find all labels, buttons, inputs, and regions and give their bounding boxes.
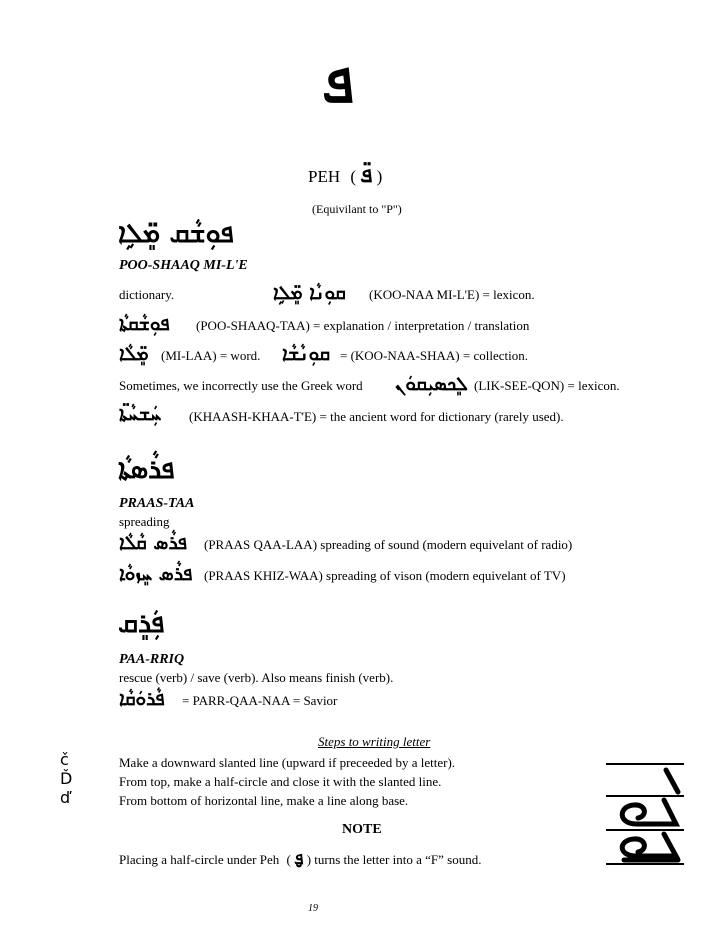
section3-title: PAA-RRIQ [119, 652, 185, 667]
page-number: 19 [308, 903, 318, 914]
section2-syriac-heading: ܦܪܵܣܬܵܐ [118, 454, 175, 485]
section1-line5-syriac: ܚܲܫܚܵܬ̈ܐ [119, 403, 162, 425]
note-open-paren: ( [286, 852, 291, 867]
note-peh-glyph: ܦ̮ [294, 849, 304, 869]
section1-title: POO-SHAAQ MI-L'E [119, 258, 248, 273]
stroke-order-diagram [604, 758, 686, 870]
margin-mark: č [60, 750, 69, 769]
section1-line1-syriac: ܩܘܼܢܵܐ ܡܸ̈ܠܹܐ [273, 282, 346, 304]
section1-line2-syriac: ܦܘܼܫܵܩܬܵܐ [119, 313, 170, 335]
step2-halfcircle-stroke [622, 800, 676, 824]
steps-margin-marks [60, 750, 72, 807]
steps-heading: Steps to writing letter [318, 734, 431, 749]
note-text-b: ) turns the letter into a “F” sound. [306, 852, 482, 867]
section1-line3-gloss-b: = (KOO-NAA-SHAA) = collection. [340, 348, 528, 363]
section1-line2-gloss: (POO-SHAAQ-TAA) = explanation / interpretation / translation [196, 318, 530, 333]
section3-line1-syriac: ܦܵܪܘܿܩܵܐ [119, 688, 165, 710]
margin-mark: Ď [60, 769, 73, 788]
section1-line5-gloss: (KHAASH-KHAA-T'E) = the ancient word for dictionary (rarely used). [189, 409, 564, 424]
heading-peh-glyph: ܦ̈ [360, 163, 373, 188]
section2-subtitle: spreading [119, 514, 170, 529]
section2-line1-syriac: ܦܪܵܣ ܩܵܠܵܐ [119, 532, 187, 554]
step-item: From top, make a half-circle and close it with the slanted line. [119, 774, 442, 789]
section1-line3-syriac-a: ܡܸ̈ܠܵܐ [119, 343, 149, 365]
section2-line2-gloss: (PRAAS KHIZ-WAA) spreading of vison (modern equivelant of TV) [204, 568, 566, 583]
section1-line1-text: dictionary. [119, 287, 175, 302]
note-heading: NOTE [342, 822, 382, 837]
section1-line4-syriac: ܠܸܟܣܝܼܩܘܿܢ [395, 373, 468, 395]
section2-line2-syriac: ܦܪܵܣ ܚܸܙܘܵܐ [119, 563, 193, 585]
stroke-steps [622, 770, 678, 860]
margin-mark: ď [60, 788, 71, 807]
section1-line3-syriac-b: ܩܘܼܢܵܫܵܐ [282, 343, 331, 365]
section1-line3-gloss-a: (MI-LAA) = word. [161, 348, 261, 363]
section1-line4-text: Sometimes, we incorrectly use the Greek word [119, 378, 363, 393]
step-item: From bottom of horizontal line, make a line along base. [119, 793, 409, 808]
heading-open-paren: ( [350, 167, 357, 186]
note-text [119, 851, 481, 868]
steps-list [119, 753, 455, 810]
heading-close-paren: ) [376, 167, 383, 186]
letter-name: PEH [308, 167, 341, 186]
peh-letter-large: ܦ [322, 48, 354, 116]
section1-line4-gloss: (LIK-SEE-QON) = lexicon. [474, 378, 620, 393]
section3-line1-gloss: = PARR-QAA-NAA = Savior [182, 693, 338, 708]
section3-syriac-heading: ܦܲܪܸܩ [118, 608, 165, 639]
step3-base-stroke [622, 834, 678, 860]
section2-line1-gloss: (PRAAS QAA-LAA) spreading of sound (modern equivelant of radio) [204, 537, 573, 552]
section1-syriac-heading: ܦܘܼܫܵܩ ܡܸ̈ܠܹܐ [118, 218, 234, 249]
letter-heading [308, 163, 383, 188]
section1-line1-gloss: (KOO-NAA MI-L'E) = lexicon. [369, 287, 535, 302]
step1-slanted-stroke [666, 770, 678, 792]
note-text-a: Placing a half-circle under Peh [119, 852, 280, 867]
equivalent-note: (Equivilant to "P") [312, 202, 402, 216]
section3-subtitle: rescue (verb) / save (verb). Also means finish (verb). [119, 670, 394, 685]
step-item: Make a downward slanted line (upward if preceeded by a letter). [119, 755, 456, 770]
section2-title: PRAAS-TAA [119, 496, 195, 511]
